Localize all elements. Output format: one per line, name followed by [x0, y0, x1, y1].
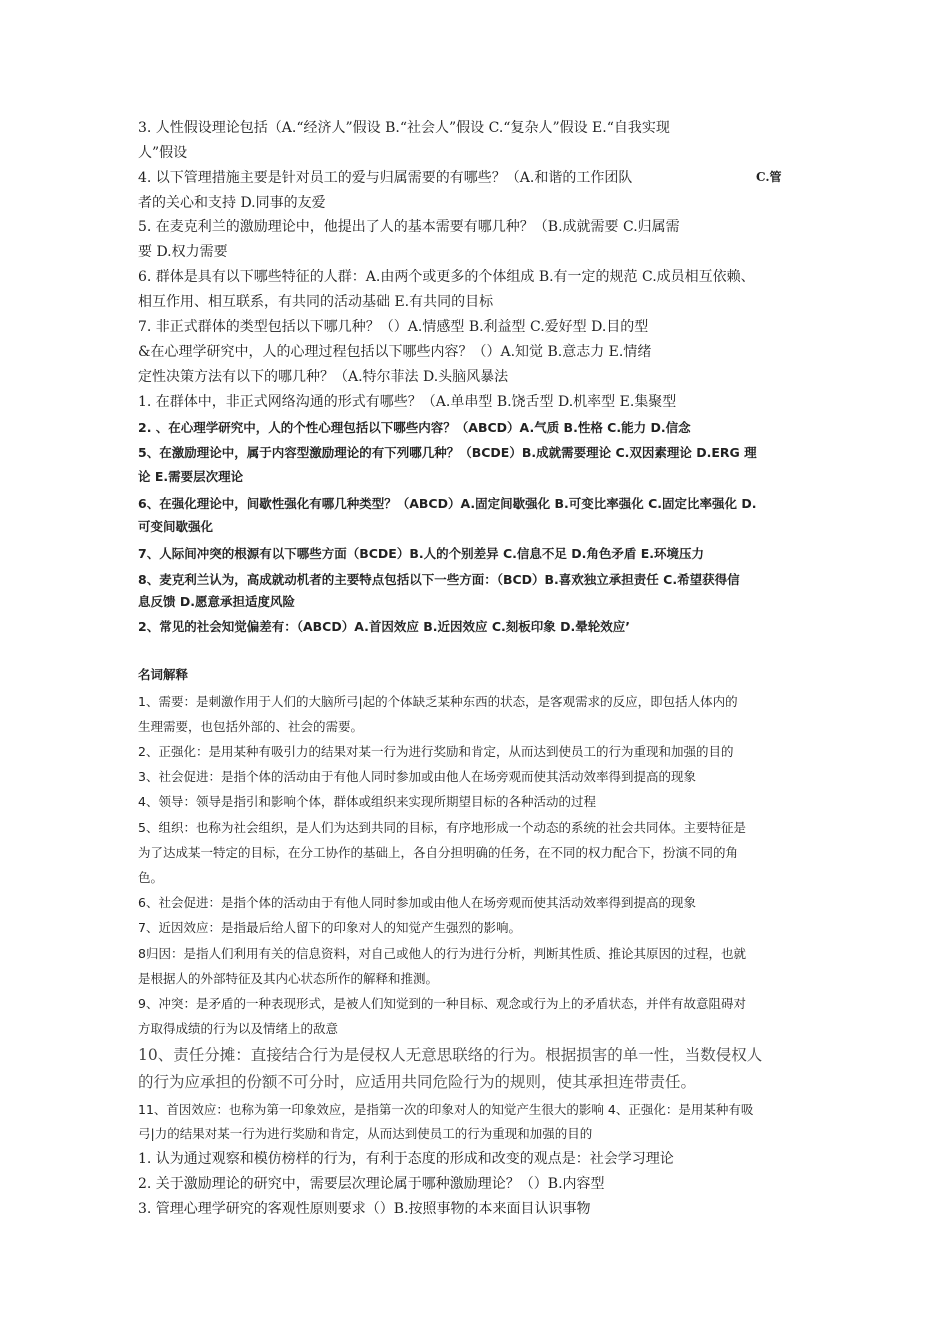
- mc2-line-2: 5、在激励理论中，属于内容型激励理论的有下列哪几种？（BCDE）B.成就需要理论 C.双因素理论 D.ERG 理: [138, 445, 757, 460]
- q6-line-1: 6. 群体是具有以下哪些特征的人群：A.由两个或更多的个体组成 B.有一定的规范 C.成员相互依赖、: [138, 269, 755, 285]
- term-5-line-3: 色。: [138, 870, 164, 885]
- end-q1: 1. 认为通过观察和模仿榜样的行为，有利于态度的形成和改变的观点是：社会学习理论: [138, 1151, 674, 1167]
- term-5-line-1: 5、组织：也称为社会组织，是人们为达到共同的目标，有序地形成一个动态的系统的社会共同体。主要特征是: [138, 820, 746, 835]
- end-q2: 2. 关于激励理论的研究中，需要层次理论属于哪种激励理论？（）B.内容型: [138, 1176, 605, 1192]
- term-10-line-1: 10、责任分摊：直接结合行为是侵权人无意思联络的行为。根据损害的单一性，当数侵权人: [138, 1046, 763, 1064]
- term-7: 7、近因效应：是指最后给人留下的印象对人的知觉产生强烈的影响。: [138, 920, 521, 935]
- mc2-line-4: 6、在强化理论中，间歇性强化有哪几种类型？（ABCD）A.固定间歇强化 B.可变比率强化 C.固定比率强化 D.: [138, 496, 757, 511]
- mc2-line-7: 8、麦克利兰认为，高成就动机者的主要特点包括以下一些方面：（BCD）B.喜欢独立承担责任 C.希望获得信: [138, 572, 740, 587]
- mc2-line-5: 可变间歇强化: [138, 519, 214, 534]
- q4-line-2: 者的关心和支持 D.同事的友爱: [138, 195, 326, 211]
- term-10-line-2: 的行为应承担的份额不可分时，应适用共同危险行为的规则，使其承担连带责任。: [138, 1073, 697, 1091]
- q7-line: 7. 非正式群体的类型包括以下哪几种？（）A.情感型 B.利益型 C.爱好型 D.目的型: [138, 319, 649, 335]
- q5-line-1: 5. 在麦克利兰的激励理论中，他提出了人的基本需要有哪几种？（B.成就需要 C.归属需: [138, 219, 680, 235]
- term-9-line-1: 9、冲突：是矛盾的一种表现形式，是被人们知觉到的一种目标、观念或行为上的矛盾状态，并伴有故意阻碍对: [138, 996, 746, 1011]
- mc2-line-1: 2. 、在心理学研究中，人的个性心理包括以下哪些内容？（ABCD）A.气质 B.性格 C.能力 D.信念: [138, 420, 691, 435]
- mc2-line-8: 息反馈 D.愿意承担适度风险: [138, 594, 295, 609]
- mc2-line-6: 7、人际间冲突的根源有以下哪些方面（BCDE）B.人的个别差异 C.信息不足 D.角色矛盾 E.环境压力: [138, 546, 704, 561]
- term-6: 6、社会促进：是指个体的活动由于有他人同时参加或由他人在场旁观而使其活动效率得到提高的现象: [138, 895, 696, 910]
- term-8-line-2: 是根据人的外部特征及其内心状态所作的解释和推测。: [138, 971, 439, 986]
- term-11-line-2: 弓|力的结果对某一行为进行奖励和肯定，从而达到使员工的行为重现和加强的目的: [138, 1126, 593, 1141]
- term-1-line-1: 1、需要：是刺激作用于人们的大脑所弓|起的个体缺乏某种东西的状态，是客观需求的反应，即包括人体内的: [138, 694, 738, 709]
- term-8-line-1: 8归因：是指人们利用有关的信息资料，对自己或他人的行为进行分析，判断其性质、推论其原因的过程，也就: [138, 946, 746, 961]
- end-q3: 3. 管理心理学研究的客观性原则要求（）B.按照事物的本来面目认识事物: [138, 1201, 591, 1217]
- term-2: 2、正强化：是用某种有吸引力的结果对某一行为进行奖励和肯定，从而达到使员工的行为重现和加强的目的: [138, 744, 734, 759]
- term-3: 3、社会促进：是指个体的活动由于有他人同时参加或由他人在场旁观而使其活动效率得到提高的现象: [138, 769, 696, 784]
- q4-cut-off-text: C.管: [756, 170, 782, 184]
- term-11-line-1: 11、首因效应：也称为第一印象效应，是指第一次的印象对人的知觉产生很大的影响 4、正强化：是用某种有吸: [138, 1102, 754, 1117]
- mc2-line-9: 2、常见的社会知觉偏差有：（ABCD）A.首因效应 B.近因效应 C.刻板印象 D.晕轮效应’: [138, 619, 630, 634]
- q3-line-2: 人”假设: [138, 145, 188, 161]
- q6-line-2: 相互作用、相互联系，有共同的活动基础 E.有共同的目标: [138, 294, 494, 310]
- q9-line: 定性决策方法有以下的哪几种？（A.特尔菲法 D.头脑风暴法: [138, 369, 509, 385]
- term-4: 4、领导：领导是指引和影响个体，群体或组织来实现所期望目标的各种活动的过程: [138, 794, 596, 809]
- q4-line-1: 4. 以下管理措施主要是针对员工的爱与归属需要的有哪些？（A.和谐的工作团队: [138, 170, 633, 186]
- mc2-line-3: 论 E.需要层次理论: [138, 469, 244, 484]
- q10-line: 1. 在群体中，非正式网络沟通的形式有哪些？（A.单串型 B.饶舌型 D.机率型 E.集聚型: [138, 394, 677, 410]
- q5-line-2: 要 D.权力需要: [138, 244, 228, 260]
- q3-line-1: 3. 人性假设理论包括（A.“经济人”假设 B.“社会人”假设 C.“复杂人”假设 E.“自我实现: [138, 120, 670, 136]
- q8-line: &在心理学研究中，人的心理过程包括以下哪些内容？（）A.知觉 B.意志力 E.情绪: [138, 344, 652, 360]
- term-5-line-2: 为了达成某一特定的目标，在分工协作的基础上，各自分担明确的任务，在不同的权力配合下，扮演不同的角: [138, 845, 739, 860]
- term-1-line-2: 生理需要，也包括外部的、社会的需要。: [138, 719, 364, 734]
- term-9-line-2: 方取得成绩的行为以及情绪上的敌意: [138, 1021, 339, 1036]
- terms-heading: 名词解释: [138, 667, 189, 682]
